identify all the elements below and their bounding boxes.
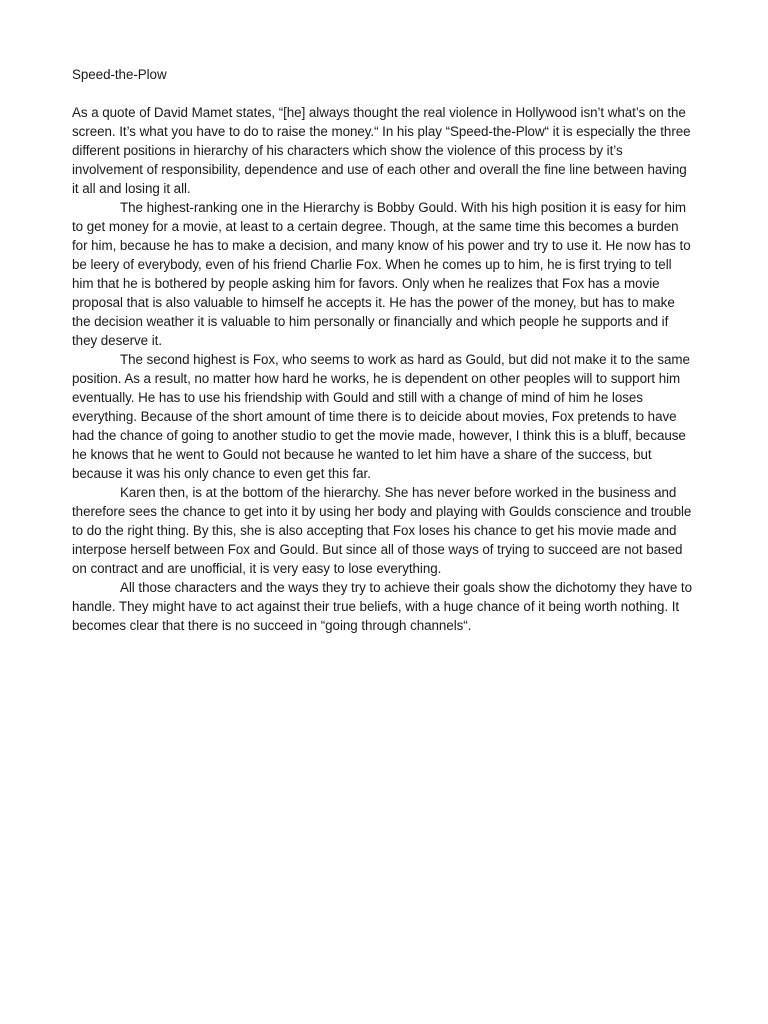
paragraph-intro: As a quote of David Mamet states, “[he] always thought the real violence in Hollywood isn’t what’s on the screen. It’s what you have to do to raise the money.“ In his play “Speed-the-Plow“ it is especially the three different positions in hierarchy of his characters which show the violence of this process by it’s involvement of responsibility, dependence and use of each other and overall the fine line between having it all and losing it all. (72, 105, 691, 196)
paragraph-conclusion: All those characters and the ways they try to achieve their goals show the dichotomy they have to handle. They might have to act against their true beliefs, with a huge chance of it being worth nothing. It becomes clear that there is no succeed in “going through channels“. (72, 580, 693, 633)
paragraph-karen: Karen then, is at the bottom of the hierarchy. She has never before worked in the business and therefore sees the chance to get into it by using her body and playing with Goulds conscience and trouble to do the right thing. By this, she is also accepting that Fox loses his chance to get his movie made and interpose herself between Fox and Gould. But since all of those ways of trying to succeed are not based on contract and are unofficial, it is very easy to lose everything. (72, 485, 692, 576)
document-title: Speed-the-Plow (72, 67, 167, 82)
document-body (72, 65, 696, 635)
paragraph-gould: The highest-ranking one in the Hierarchy is Bobby Gould. With his high position it is easy for him to get money for a movie, at least to a certain degree. Though, at the same time this becomes a burden for him, because he has to make a decision, and many know of his power and try to use it. He now has to be leery of everybody, even of his friend Charlie Fox. When he comes up to him, he is first trying to tell him that he is bothered by people asking him for favors. Only when he realizes that Fox has a movie proposal that is also valuable to himself he accepts it. He has the power of the money, but has to make the decision weather it is valuable to him personally or financially and which people he supports and if they deserve it. (72, 200, 691, 348)
paragraph-fox: The second highest is Fox, who seems to work as hard as Gould, but did not make it to the same position. As a result, no matter how hard he works, he is dependent on other peoples will to support him eventually. He has to use his friendship with Gould and still with a change of mind of him he loses everything. Because of the short amount of time there is to deicide about movies, Fox pretends to have had the chance of going to another studio to get the movie made, however, I think this is a bluff, because he knows that he went to Gould not because he wanted to let him have a share of the success, but because it was his only chance to even get this far. (72, 352, 690, 481)
